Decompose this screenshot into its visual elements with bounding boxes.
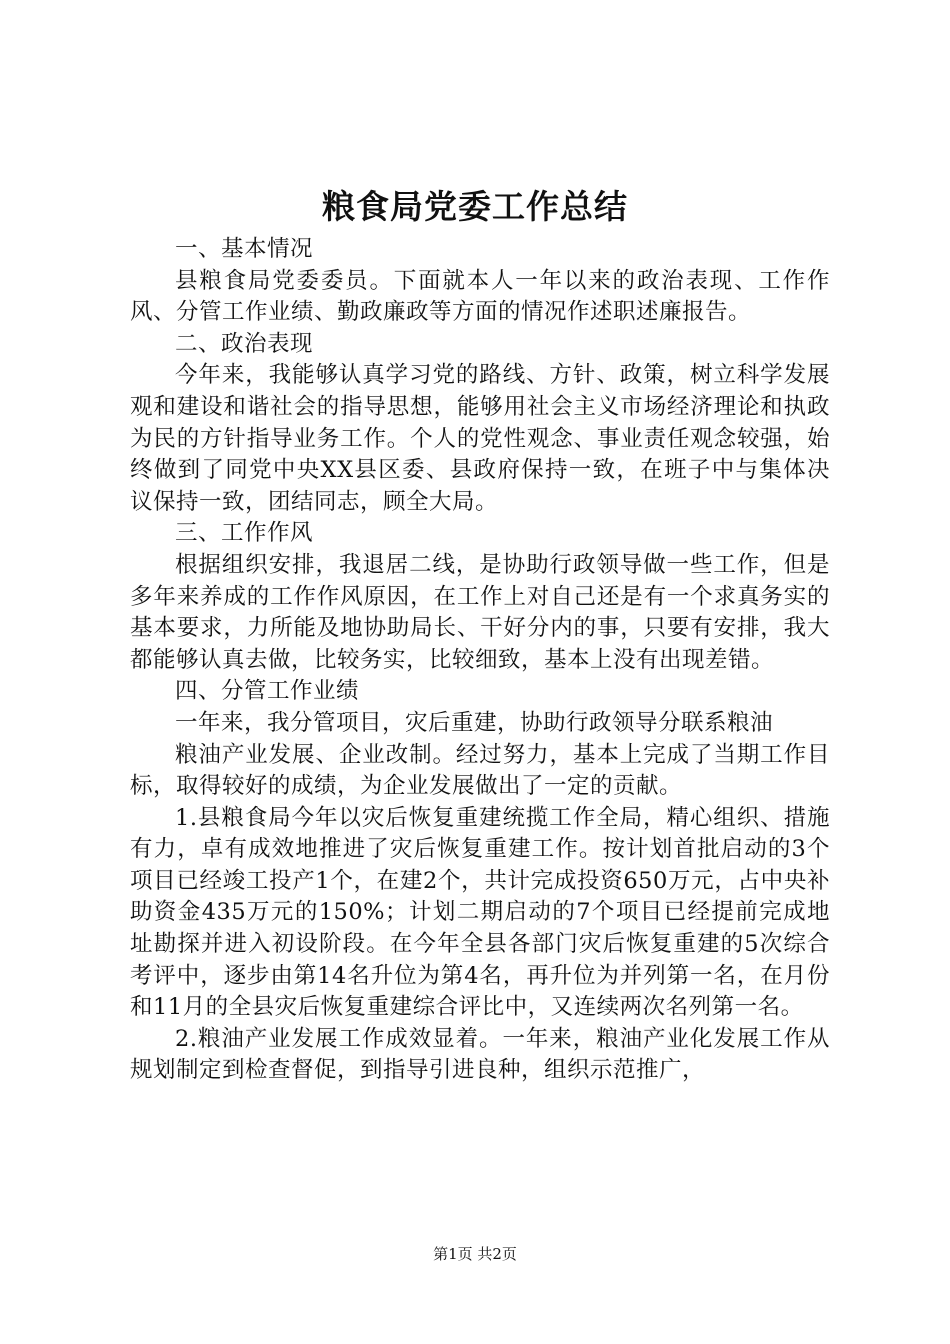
document-title: 粮食局党委工作总结 xyxy=(322,187,628,226)
section-heading-performance: 四、分管工作业绩 xyxy=(175,678,360,705)
paragraph: 县粮食局党委委员。下面就本人一年以来的政治表现、工作作风、分管工作业绩、勤政廉政等方面的情况作述职述廉报告。 xyxy=(130,267,830,326)
paragraph: 粮油产业发展、企业改制。经过努力，基本上完成了当期工作目标，取得较好的成绩，为企业发展做出了一定的贡献。 xyxy=(130,741,830,800)
paragraph: 1.县粮食局今年以灾后恢复重建统揽工作全局，精心组织、措施有力，卓有成效地推进了灾后恢复重建工作。按计划首批启动的3个项目已经竣工投产1个，在建2个，共计完成投资650万元，占中央补助资金435万元的150%；计划二期启动的7个项目已经提前完成地址勘探并进入初设阶段。在今年全县各部门灾后恢复重建的5次综合考评中，逐步由第14名升位为第4名，再升位为并列第一名，在月份和11月的全县灾后恢复重建综合评比中，又连续两次名列第一名。 xyxy=(130,804,830,1021)
section-heading-basic: 一、基本情况 xyxy=(175,236,314,262)
page-footer: 第1页 共2页 xyxy=(433,1245,517,1263)
section-heading-politics: 二、政治表现 xyxy=(175,330,314,357)
paragraph: 2.粮油产业发展工作成效显着。一年来，粮油产业化发展工作从规划制定到检查督促，到指导引进良种，组织示范推广， xyxy=(130,1025,830,1084)
document-body xyxy=(130,234,830,1087)
paragraph: 根据组织安排，我退居二线，是协助行政领导做一些工作，但是多年来养成的工作作风原因，在工作上对自己还是有一个求真务实的基本要求，力所能及地协助局长、干好分内的事，只要有安排，我大都能够认真去做，比较务实，比较细致，基本上没有出现差错。 xyxy=(130,551,830,673)
paragraph: 一年来，我分管项目，灾后重建，协助行政领导分联系粮油 xyxy=(175,709,774,736)
section-heading-work-style: 三、工作作风 xyxy=(175,520,314,547)
paragraph: 今年来，我能够认真学习党的路线、方针、政策，树立科学发展观和建设和谐社会的指导思想，能够用社会主义市场经济理论和执政为民的方针指导业务工作。个人的党性观念、事业责任观念较强，始终做到了同党中央XX县区委、县政府保持一致，在班子中与集体决议保持一致，团结同志，顾全大局。 xyxy=(130,362,830,515)
